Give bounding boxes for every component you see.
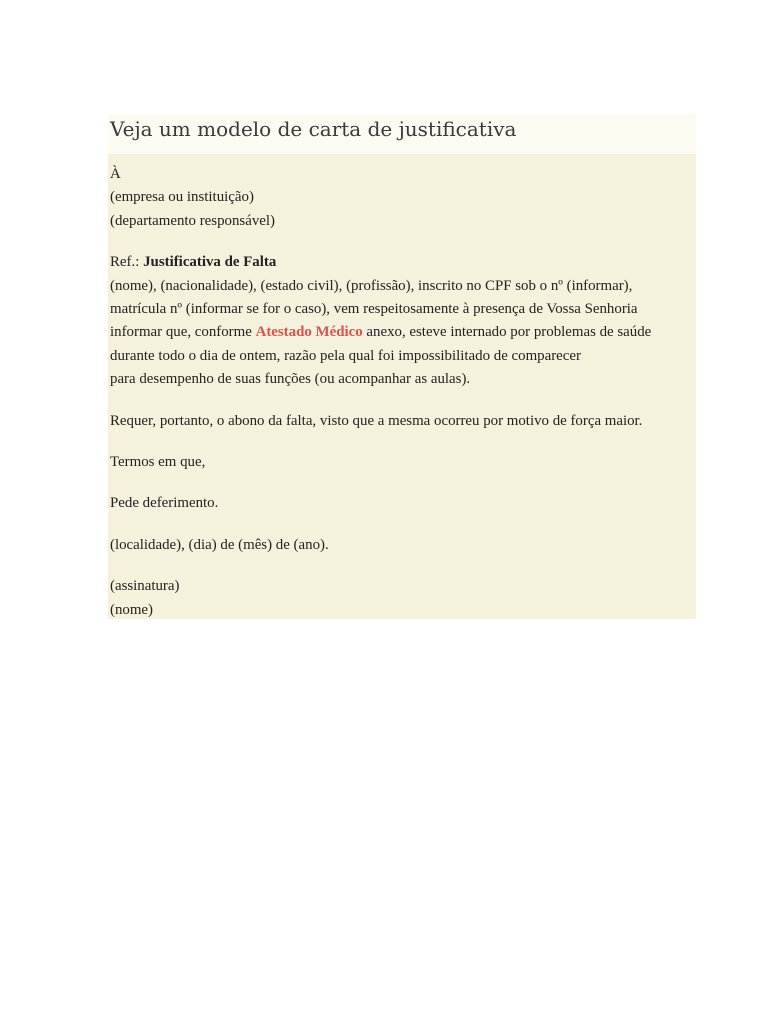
paragraph-gap <box>110 392 696 410</box>
body-line-3-start: informar que, conforme <box>110 324 252 341</box>
paragraph-gap <box>110 474 696 492</box>
letter-petition: Pede deferimento. <box>110 495 219 512</box>
letter-body-line-1: (nome), (nacionalidade), (estado civil), (profissão), inscrito no CPF sob o nº (informar), <box>110 277 633 294</box>
medical-certificate-link[interactable]: Atestado Médico <box>255 324 363 341</box>
letter-department: (departamento responsável) <box>110 212 275 229</box>
letter-terms: Termos em que, <box>110 454 206 471</box>
letter-place-date: (localidade), (dia) de (mês) de (ano). <box>110 536 329 553</box>
page-title: Veja um modelo de carta de justificativa <box>110 117 517 141</box>
letter-name: (nome) <box>110 601 153 618</box>
letter-request: Requer, portanto, o abono da falta, visto que a mesma ocorreu por motivo de força maior. <box>110 412 643 429</box>
paragraph-gap <box>110 516 696 534</box>
reference-subject: Justificativa de Falta <box>143 254 277 271</box>
letter-reference <box>110 251 696 274</box>
paragraph-gap <box>110 557 696 575</box>
heading-band <box>108 114 696 154</box>
letter-body-line-3 <box>110 321 696 344</box>
letter-recipient: À <box>110 166 121 182</box>
reference-label: Ref.: <box>110 254 140 271</box>
letter-body-line-4: durante todo o dia de ontem, razão pela qual foi impossibilitado de comparecer <box>110 347 581 364</box>
body-line-3-end: anexo, esteve internado por problemas de saúde <box>366 324 652 341</box>
letter-company: (empresa ou instituição) <box>110 189 254 206</box>
letter-body-line-2: matrícula nº (informar se for o caso), vem respeitosamente à presença de Vossa Senhoria <box>110 301 638 318</box>
letter-body-line-5: para desempenho de suas funções (ou acompanhar as aulas). <box>110 371 471 388</box>
letter-template <box>108 154 696 619</box>
paragraph-gap <box>110 233 696 251</box>
letter-signature: (assinatura) <box>110 578 180 595</box>
paragraph-gap <box>110 433 696 451</box>
